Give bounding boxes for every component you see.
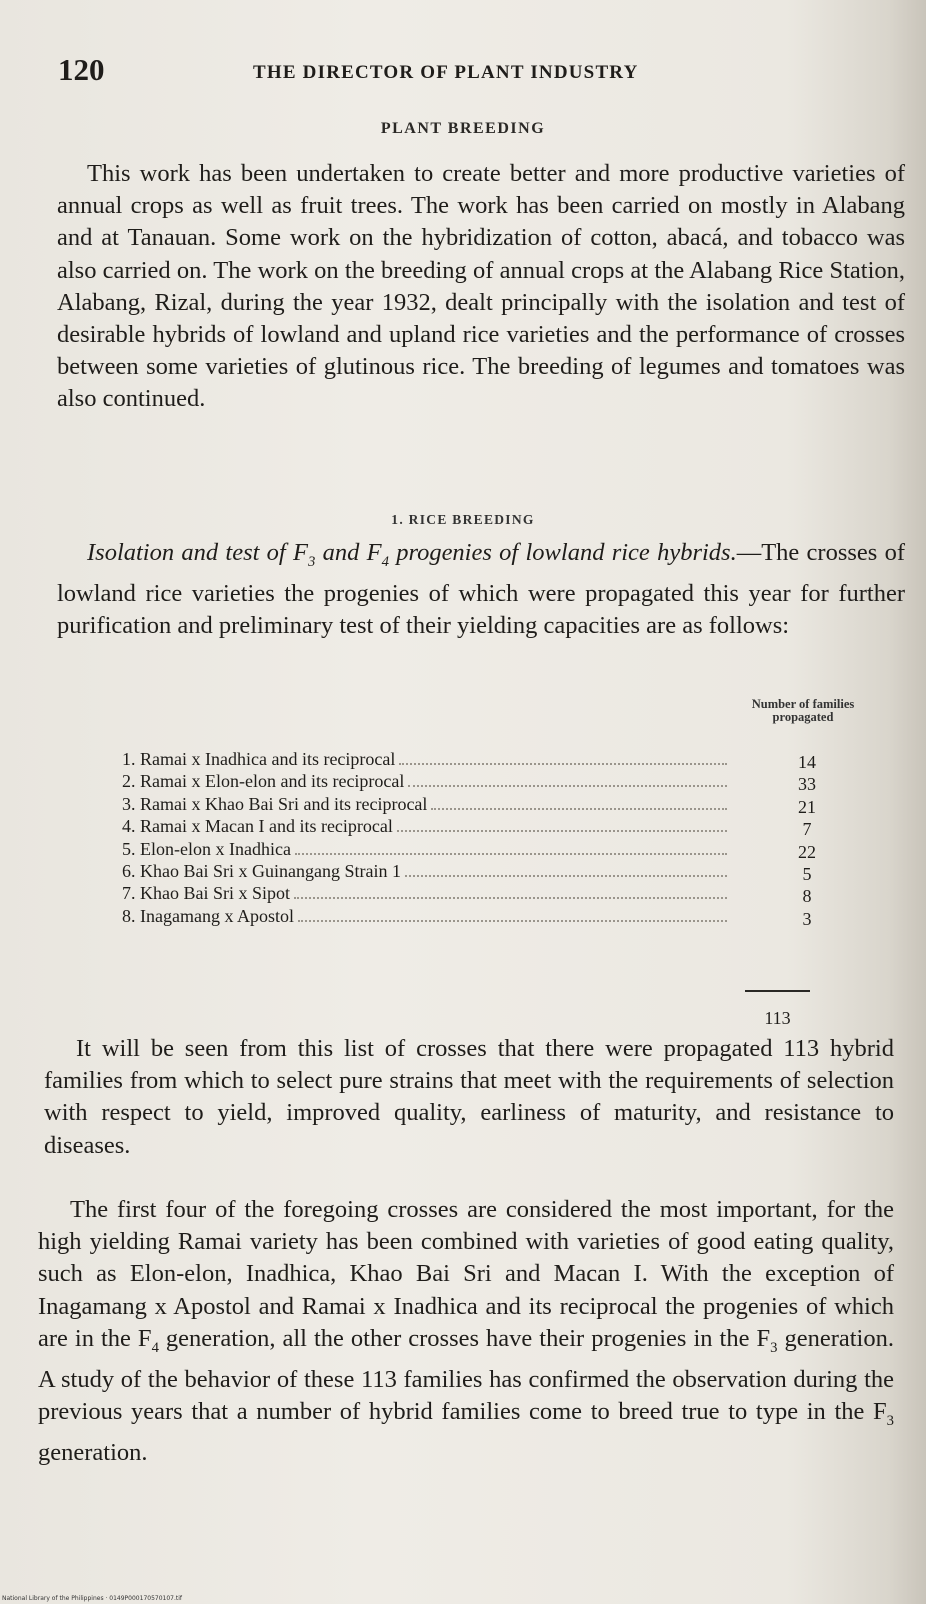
table-row [122, 882, 862, 907]
families-count: 7 [802, 819, 812, 840]
rice-breeding-paragraph [57, 537, 905, 643]
dot-leader [295, 853, 727, 855]
families-count: 3 [802, 908, 812, 929]
dot-leader [397, 830, 727, 832]
subsection-title: 1. RICE BREEDING [391, 512, 535, 527]
dot-leader [408, 785, 727, 787]
families-count: 33 [798, 774, 816, 795]
cross-label: 8. Inagamang x Apostol [122, 905, 294, 926]
italic-lead: Isolation and test of $F_3$ and $F_4$ progenies of lowland rice hybrids. [87, 539, 737, 570]
families-count: 8 [802, 886, 812, 907]
table-row [122, 815, 862, 840]
dot-leader [294, 897, 727, 899]
table-row [122, 905, 862, 927]
table-row [122, 838, 862, 860]
section-title: PLANT BREEDING [380, 120, 546, 137]
table-row [122, 860, 862, 882]
total-value: 113 [764, 1008, 791, 1028]
dot-leader [298, 920, 727, 922]
rice-breeding-text: —The crosses of lowland rice varieties the progenies of which were propagated this year for further purification and preliminary test of their yielding capacities are as follows: [57, 539, 905, 640]
intro-paragraph: This work has been undertaken to create better and more productive varieties of annual crops as well as fruit trees. The work has been carried on mostly in Alabang and at Tanauan. Some work on the hybridization of cotton, abacá, and tobacco was also carried on. The work on the breeding of annual crops at the Alabang Rice Station, Alabang, Rizal, during the year 1932, dealt principally with the isolation and test of desirable hybrids of lowland and upland rice varieties and the performance of crosses between some varieties of glutinous rice. The breeding of legumes and tomatoes was also continued. [57, 160, 905, 413]
summary-paragraph: It will be seen from this list of crosses that there were propagated 113 hybrid families from which to select pure strains that meet with the requirements of selection with respect to yield, improved quality, earliness of maturity, and resistance to diseases. [44, 1035, 894, 1159]
crosses-table [122, 748, 862, 927]
table-row [122, 770, 862, 795]
families-count: 5 [802, 863, 812, 884]
scan-footer: National Library of the Philippines · 0149P000170570107.tif [2, 1595, 183, 1602]
families-count: 21 [798, 796, 816, 817]
dot-leader [431, 808, 727, 810]
table-column-header: Number of families propagated [751, 697, 855, 724]
discussion-paragraph: The first four of the foregoing crosses are considered the most important, for the high yielding Ramai variety has been combined with varieties of good eating quality, such as Elon-elon, Inadhica, Khao Bai Sri and Macan I. With the exception of Inagamang x Apostol and Ramai x Inadhica and its reciprocal the progenies of which are in the $F_4$ generation, all the other crosses have their progenies in the $F_3$ generation. A study of the behavior of these 113 families has confirmed the observation during the previous years that a number of hybrid families come to breed true to type in the $F_3$ generation. [38, 1196, 894, 1467]
running-head: THE DIRECTOR OF PLANT INDUSTRY [253, 62, 639, 83]
cross-label: 2. Ramai x Elon-elon and its reciprocal [122, 771, 405, 792]
cross-label: 4. Ramai x Macan I and its reciprocal [122, 816, 393, 837]
page-number: 120 [58, 52, 105, 87]
table-row [122, 748, 862, 770]
cross-label: 5. Elon-elon x Inadhica [122, 838, 291, 859]
cross-label: 1. Ramai x Inadhica and its reciprocal [122, 749, 396, 769]
dot-leader [405, 875, 727, 877]
cross-label: 7. Khao Bai Sri x Sipot [122, 883, 291, 904]
families-count: 22 [798, 841, 816, 862]
table-row [122, 793, 862, 815]
total-rule [745, 990, 810, 992]
cross-label: 6. Khao Bai Sri x Guinangang Strain 1 [122, 860, 401, 881]
dot-leader [399, 763, 727, 765]
families-count: 14 [798, 752, 816, 772]
cross-label: 3. Ramai x Khao Bai Sri and its reciprocal [122, 793, 428, 814]
page-header [58, 52, 898, 92]
